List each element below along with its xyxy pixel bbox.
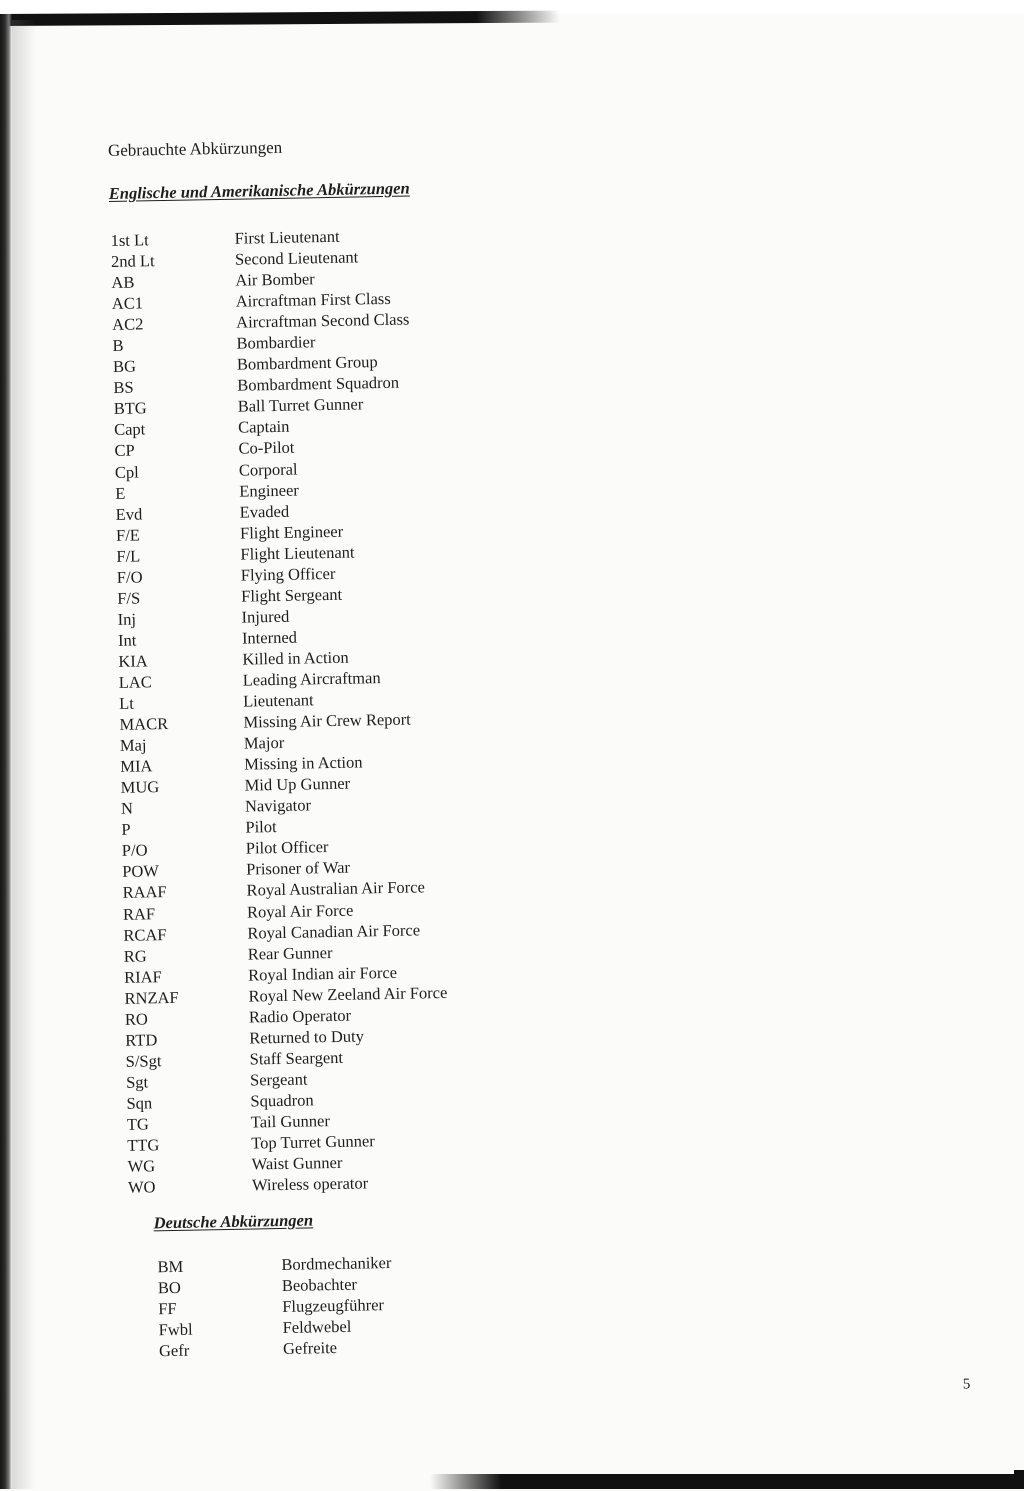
abbreviation-meaning: Top Turret Gunner [251, 1130, 375, 1153]
abbreviation-code: Sqn [126, 1092, 152, 1113]
abbreviation-code: AB [111, 272, 134, 293]
abbreviation-code: Fwbl [158, 1319, 192, 1341]
abbreviation-code: RNZAF [124, 987, 178, 1009]
abbreviation-meaning: Second Lieutenant [235, 246, 359, 269]
abbreviation-code: Sgt [126, 1071, 148, 1092]
abbreviation-meaning: Engineer [239, 479, 299, 501]
abbreviation-meaning: Royal Indian air Force [248, 961, 397, 985]
abbreviation-meaning: Waist Gunner [251, 1152, 342, 1175]
abbreviation-meaning: Royal Australian Air Force [246, 877, 425, 901]
abbreviation-code: 2nd Lt [111, 250, 155, 272]
abbreviation-code: P/O [122, 840, 148, 861]
abbreviation-meaning: Air Bomber [235, 268, 315, 290]
abbreviation-code: POW [122, 861, 159, 883]
abbreviation-code: MACR [119, 713, 168, 735]
abbreviation-code: RTD [125, 1029, 157, 1051]
abbreviation-code: Lt [119, 693, 134, 714]
abbreviation-meaning: Co-Pilot [238, 437, 294, 459]
abbreviation-code: BG [113, 356, 136, 377]
abbreviation-code: AC1 [112, 293, 144, 315]
abbreviation-meaning: Captain [238, 416, 290, 438]
abbreviation-code: Evd [115, 503, 142, 524]
abbreviation-meaning: Aircraftman First Class [236, 288, 391, 312]
abbreviation-code: WG [127, 1155, 155, 1177]
abbreviation-meaning: Leading Aircraftman [243, 667, 381, 691]
abbreviation-meaning: Bombardment Group [237, 351, 378, 375]
abbreviation-meaning: Flying Officer [241, 563, 336, 586]
abbreviation-meaning: Beobachter [282, 1274, 358, 1296]
abbreviation-code: FF [158, 1298, 177, 1319]
abbreviation-meaning: Pilot Officer [246, 836, 329, 859]
abbreviation-code: BS [113, 377, 134, 398]
abbreviation-code: F/S [117, 587, 140, 608]
abbreviation-meaning: Aircraftman Second Class [236, 309, 410, 333]
abbreviation-meaning: Staff Seargent [249, 1047, 343, 1070]
abbreviation-meaning: Missing Air Crew Report [243, 709, 411, 733]
abbreviation-meaning: Gefreite [283, 1337, 337, 1359]
abbreviation-code: 1st Lt [110, 229, 148, 251]
abbreviation-meaning: Flight Lieutenant [240, 541, 354, 564]
page-number: 5 [963, 1376, 971, 1393]
abbreviation-meaning: Pilot [245, 816, 277, 838]
abbreviation-code: CP [114, 440, 135, 461]
abbreviation-code: Cpl [115, 461, 139, 482]
abbreviation-code: RIAF [124, 966, 162, 988]
abbreviation-meaning: Tail Gunner [251, 1110, 330, 1132]
abbreviation-meaning: Injured [241, 606, 289, 628]
abbreviation-meaning: Prisoner of War [246, 857, 350, 880]
abbreviation-meaning: Major [244, 732, 285, 754]
abbreviation-meaning: Radio Operator [249, 1004, 352, 1027]
abbreviation-meaning: Corporal [239, 458, 298, 480]
abbreviation-meaning: Flight Engineer [240, 520, 343, 543]
abbreviation-meaning: Bombardment Squadron [237, 372, 399, 396]
abbreviation-meaning: Flight Sergeant [241, 584, 342, 607]
page-title: Gebrauchte Abkürzungen [108, 138, 283, 161]
abbreviation-code: TG [127, 1113, 149, 1134]
scan-shadow-corner [1014, 1470, 1024, 1489]
german-section-heading: Deutsche Abkürzungen [153, 1210, 313, 1233]
abbreviation-meaning: Evaded [239, 500, 289, 522]
abbreviation-code: F/O [117, 566, 143, 587]
abbreviation-code: Capt [114, 419, 146, 441]
abbreviation-code: LAC [119, 671, 152, 693]
abbreviation-meaning: Ball Turret Gunner [238, 394, 364, 417]
abbreviation-code: P [121, 819, 131, 840]
abbreviation-code: F/E [116, 524, 140, 545]
abbreviation-code: KIA [118, 650, 148, 672]
english-section-heading: Englische und Amerikanische Abkürzungen [109, 178, 410, 204]
abbreviation-code: MUG [120, 776, 159, 798]
abbreviation-meaning: Mid Up Gunner [244, 773, 350, 796]
abbreviation-code: RAF [123, 903, 155, 925]
abbreviation-meaning: Feldwebel [282, 1316, 351, 1338]
abbreviation-meaning: Killed in Action [242, 647, 349, 670]
abbreviation-meaning: Interned [242, 627, 297, 649]
abbreviation-code: BTG [114, 398, 147, 420]
abbreviation-meaning: Royal Air Force [247, 899, 354, 922]
abbreviation-code: RO [125, 1008, 148, 1029]
abbreviation-code: RG [124, 945, 147, 966]
abbreviation-meaning: Returned to Duty [249, 1025, 364, 1048]
german-abbreviation-list [157, 1256, 159, 1361]
abbreviation-code: Int [118, 629, 137, 650]
abbreviation-meaning: Rear Gunner [248, 942, 333, 965]
abbreviation-code: E [115, 482, 125, 503]
abbreviation-code: F/L [116, 545, 140, 566]
abbreviation-code: BM [157, 1256, 183, 1277]
abbreviation-code: TTG [127, 1134, 159, 1156]
abbreviation-code: AC2 [112, 314, 144, 336]
abbreviation-meaning: Lieutenant [243, 689, 314, 711]
abbreviation-code: MIA [120, 755, 152, 777]
abbreviation-code: RCAF [123, 924, 166, 946]
abbreviation-code: N [121, 798, 133, 819]
abbreviation-meaning: Navigator [245, 795, 311, 817]
abbreviation-code: RAAF [122, 882, 166, 904]
abbreviation-code: Maj [120, 735, 147, 756]
abbreviation-meaning: Royal New Zeeland Air Force [248, 982, 447, 1007]
abbreviation-meaning: Wireless operator [252, 1173, 369, 1196]
abbreviation-code: S/Sgt [126, 1050, 162, 1072]
abbreviation-code: B [112, 335, 123, 356]
abbreviation-meaning: Sergeant [250, 1068, 308, 1090]
english-abbreviation-list [110, 230, 128, 1198]
abbreviation-code: BO [158, 1277, 181, 1298]
abbreviation-meaning: Royal Canadian Air Force [247, 919, 420, 943]
abbreviation-meaning: Squadron [250, 1089, 314, 1111]
abbreviation-code: WO [128, 1176, 156, 1198]
abbreviation-meaning: First Lieutenant [234, 226, 339, 249]
abbreviation-meaning: Bombardier [236, 331, 315, 353]
abbreviation-meaning: Missing in Action [244, 752, 363, 775]
abbreviation-meaning: Flugzeugführer [282, 1294, 384, 1317]
abbreviation-meaning: Bordmechaniker [281, 1252, 391, 1275]
abbreviation-code: Inj [117, 608, 136, 629]
abbreviation-code: Gefr [159, 1340, 190, 1362]
